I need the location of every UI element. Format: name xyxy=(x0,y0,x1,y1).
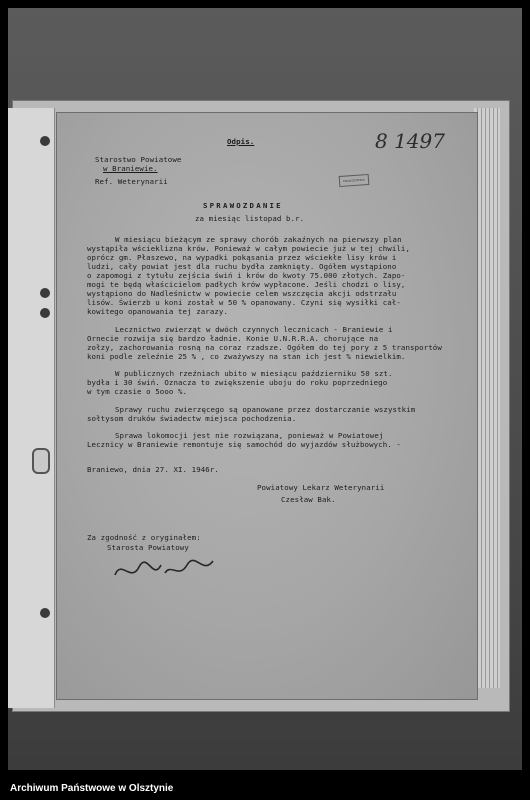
sender-line: Starostwo Powiatowe xyxy=(95,155,182,164)
binder-hole xyxy=(40,136,50,146)
binder-clip xyxy=(32,448,50,474)
text-line: mogi te będą właścicielom padłych krów wypłacone. Jeśli chodzi o lisy, xyxy=(87,280,406,289)
text-line: Lecznictwo zwierząt w dwóch czynnych lecznicach - Braniewie i xyxy=(115,325,393,334)
text-line: lisów. Świerzb u koni został w 50 % opanowany. Czyni się wysiłki cał- xyxy=(87,298,401,307)
text-line: bydła i 30 świń. Oznacza to zwiększenie uboju do roku poprzedniego xyxy=(87,378,388,387)
text-line: Sprawy ruchu zwierzęcego są opanowane przez dostarczanie wszystkim xyxy=(115,405,416,414)
text-line: Sprawa lokomocji jest nie rozwiązana, ponieważ w Powiatowej xyxy=(115,431,384,440)
text-line: kowitego opanowania tej zarazy. xyxy=(87,307,229,316)
text-line: Ornecie rozwija się bardzo ładnie. Konie U.N.R.R.A. chorujące na xyxy=(87,334,379,343)
binder-hole xyxy=(40,288,50,298)
copy-label: Odpis. xyxy=(227,137,255,146)
text-line: w tym czasie o 5ooo %. xyxy=(87,387,188,396)
text-line: W miesiącu bieżącym ze sprawy chorób zakaźnych na pierwszy plan xyxy=(115,235,402,244)
handwritten-signature xyxy=(109,553,219,589)
signatory-name: Czesław Bak. xyxy=(281,495,336,504)
conformity-note: Za zgodność z oryginałem: xyxy=(87,533,201,542)
text-line: o zapomogi z tytułu zejścia świń i krów do kwoty 75.000 złotych. Zapo- xyxy=(87,271,406,280)
text-line: wystąpiła wścieklizna krów. Ponieważ w całym powiecie już w tej chwili, xyxy=(87,244,411,253)
office-name: Starosta Powiatowy xyxy=(107,543,189,552)
text-line: W publicznych rzeźniach ubito w miesiącu październiku 50 szt. xyxy=(115,369,393,378)
document-page xyxy=(56,112,478,700)
handwritten-number: 8 1497 xyxy=(375,129,445,153)
reference-line: Ref. Weterynarii xyxy=(95,177,168,186)
text-line: ludzi, cały powiat jest dla ruchu bydła zamknięty. Ogółem wystąpiono xyxy=(87,262,397,271)
text-line: wystąpiono do Nadleśnictw w powiecie celem wszczęcia akcji odstrzału xyxy=(87,289,397,298)
binder-hole xyxy=(40,608,50,618)
document-subtitle: za miesiąc listopad b.r. xyxy=(195,214,305,223)
text-line: Lecznicy w Braniewie remontuje się samochód do wyjazdów służbowych. - xyxy=(87,440,401,449)
archive-caption: Archiwum Państwowe w Olsztynie xyxy=(10,783,174,794)
place-date: Braniewo, dnia 27. XI. 1946r. xyxy=(87,465,219,474)
receipt-stamp: ▭▭▭▭▭▭ xyxy=(339,174,369,187)
binder-spine xyxy=(8,108,55,708)
text-line: zołzy, zachorowania rosną na coraz rzadsze. Ogółem do tej pory z 5 transportów xyxy=(87,343,442,352)
document-title: SPRAWOZDANIE xyxy=(203,201,283,210)
text-line: koni podle zeleźnie 25 % , co zważywszy na stan ich jest % niewielkim. xyxy=(87,352,406,361)
signatory-title: Powiatowy Lekarz Weterynarii xyxy=(257,483,385,492)
binder-hole xyxy=(40,308,50,318)
archive-photograph xyxy=(8,8,522,770)
archive-caption-bar xyxy=(0,778,530,800)
sender-line: w Braniewie. xyxy=(103,164,158,173)
text-line: sołtysom druków świadectw miejsca pochodzenia. xyxy=(87,414,297,423)
text-line: oprócz gm. Płaszewo, na wypadki pokąsania przez wściekłe lisy krów i xyxy=(87,253,397,262)
